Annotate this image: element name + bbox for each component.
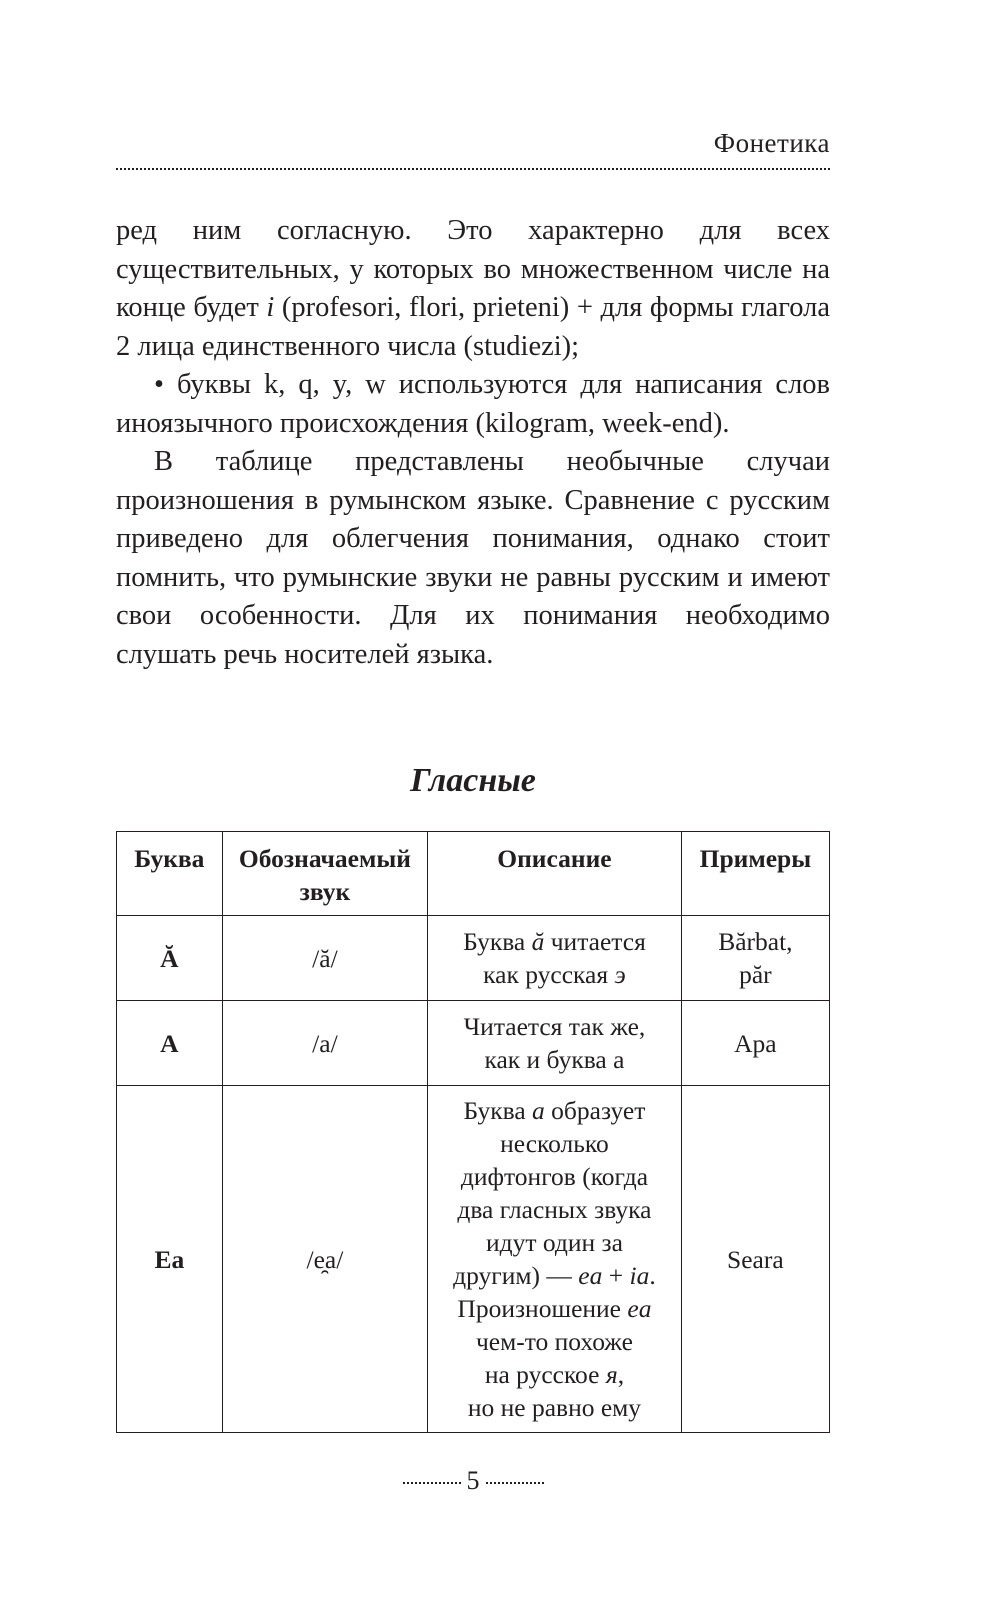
- body-text: [116, 212, 830, 674]
- table-header-row: [117, 832, 830, 916]
- cell-examples: [681, 916, 829, 1001]
- desc-text: читается: [544, 927, 646, 956]
- desc-text: ,: [617, 1360, 625, 1389]
- desc-italic: ă: [531, 927, 545, 956]
- header-examples: Примеры: [681, 832, 829, 916]
- desc-text: как русская: [483, 960, 615, 989]
- cell-description: [428, 916, 682, 1001]
- desc-text: Произношение: [457, 1294, 628, 1323]
- desc-text: два гласных звука: [457, 1195, 652, 1224]
- italic-term: i: [266, 292, 275, 323]
- header-divider: [116, 168, 830, 170]
- desc-italic: ea: [578, 1261, 603, 1290]
- desc-text: но не равно ему: [467, 1393, 642, 1422]
- desc-italic: ea: [627, 1294, 652, 1323]
- header-sound-line: звук: [299, 877, 351, 906]
- desc-text: Читается так же,: [463, 1012, 646, 1041]
- cell-letter: Ă: [117, 916, 223, 1001]
- desc-text: +: [602, 1261, 630, 1290]
- paragraph-continuation: [116, 212, 830, 366]
- cell-examples: Seara: [681, 1086, 829, 1433]
- page-number: 5: [466, 1466, 480, 1495]
- header-letter: Буква: [117, 832, 223, 916]
- header-description: Описание: [428, 832, 682, 916]
- desc-italic: э: [614, 960, 626, 989]
- paragraph-text: (profesori, flori, prieteni) + для формы глагола 2 лица единственного числа (studiezi);: [116, 292, 830, 362]
- header-sound-line: Обозначаемый: [238, 844, 411, 873]
- table-row: [117, 1001, 830, 1086]
- desc-text: .: [649, 1261, 656, 1290]
- desc-text: образует: [544, 1096, 646, 1125]
- table-title: Гласные: [410, 762, 536, 799]
- cell-sound: /e̯a/: [222, 1086, 427, 1433]
- bullet-item: [116, 366, 830, 443]
- cell-examples: Apa: [681, 1001, 829, 1086]
- cell-letter: Ea: [117, 1086, 223, 1433]
- desc-text: идут один за: [485, 1228, 623, 1257]
- cell-description: [428, 1001, 682, 1086]
- table-row: [117, 1086, 830, 1433]
- desc-text: чем-то похоже: [475, 1327, 633, 1356]
- desc-text: как и буква а: [484, 1045, 625, 1074]
- desc-italic: a: [532, 1096, 545, 1125]
- paragraph-text: ред ним согласную. Это характерно для всех существительных, у которых во множественном числе на конце будет: [116, 215, 830, 323]
- header-sound: [222, 832, 427, 916]
- bullet-symbol: •: [154, 369, 164, 400]
- desc-text: Буква: [463, 1096, 533, 1125]
- cell-sound: /a/: [222, 1001, 427, 1086]
- desc-italic: я: [605, 1360, 618, 1389]
- desc-text: на русское: [484, 1360, 606, 1389]
- example-text: Bărbat,: [718, 927, 793, 956]
- vowels-table: [116, 831, 830, 1433]
- desc-text: Буква: [463, 927, 532, 956]
- desc-text: дифтонгов (когда: [460, 1162, 649, 1191]
- paragraph-intro: [116, 443, 830, 674]
- running-head: Фонетика: [713, 128, 830, 158]
- desc-text: другим) —: [453, 1261, 579, 1290]
- desc-text: несколько: [500, 1129, 609, 1158]
- paragraph-text: В таблице представлены необычные случаи произношения в румынском языке. Сравнение с русским приведено для облегчения понимания, однако стоит помнить, что румынские звуки не равны русским и имеют свои особенности. Для их понимания необходимо слушать речь носителей языка.: [116, 446, 830, 670]
- table-row: [117, 916, 830, 1001]
- example-text: păr: [739, 960, 772, 989]
- cell-letter: A: [117, 1001, 223, 1086]
- bullet-text: буквы k, q, y, w используются для написания слов иноязычного происхождения (kilogram, week-end).: [116, 369, 830, 439]
- page-footer: [116, 1466, 830, 1496]
- desc-italic: ia: [629, 1261, 650, 1290]
- dotted-leader: [403, 1482, 461, 1484]
- cell-description: [428, 1086, 682, 1433]
- dotted-leader: [486, 1482, 544, 1484]
- cell-sound: /ă/: [222, 916, 427, 1001]
